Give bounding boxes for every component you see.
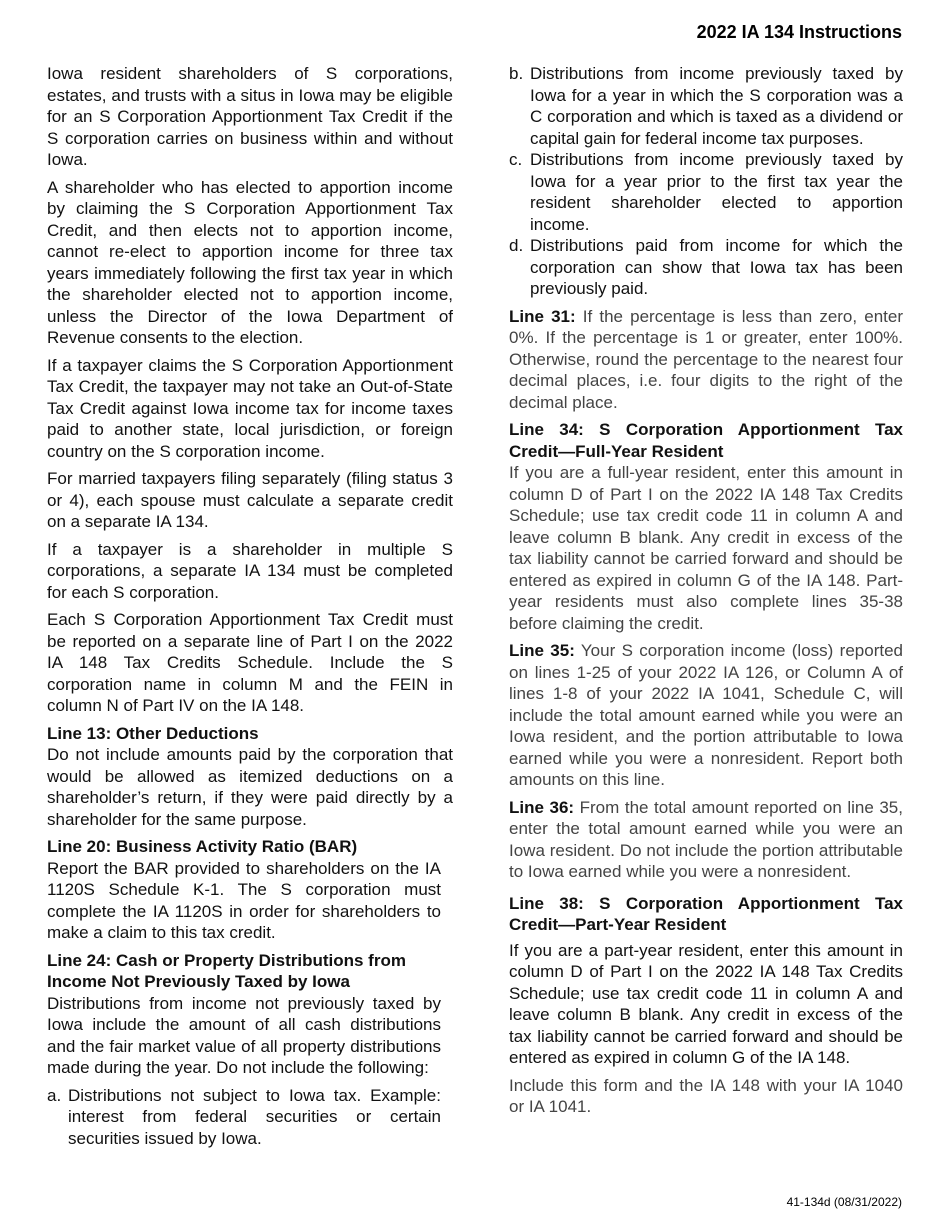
list-item-label: c. bbox=[509, 150, 523, 169]
closing-paragraph: Include this form and the IA 148 with your IA 1040 or IA 1041. bbox=[509, 1075, 903, 1116]
line13-text: Do not include amounts paid by the corporation that would be allowed as itemized deductions on a shareholder’s return, if they were paid directly by a shareholder for the same purpose. bbox=[47, 745, 453, 829]
line31-paragraph bbox=[509, 306, 903, 414]
line34-text: If you are a full-year resident, enter this amount in column D of Part I on the 2022 IA 148 Tax Credits Schedule; use tax credit code 11 in column A and leave column B blank. Any credit in excess of the tax liability cannot be carried forward and should be entered as expired in column G of the IA 148. Part-year residents must also complete lines 35-38 before claiming the credit. bbox=[509, 463, 903, 633]
list-item bbox=[47, 1085, 441, 1150]
line20-text: Report the BAR provided to shareholders on the IA 1120S Schedule K-1. The S corporation must complete the IA 1120S in order for shareholders to make a claim to this tax credit. bbox=[47, 858, 441, 942]
line34-heading: Line 34: S Corporation Apportionment Tax Credit—Full-Year Resident bbox=[509, 420, 903, 461]
line24-text: Distributions from income not previously taxed by Iowa include the amount of all cash distributions and the fair market value of all property distributions made during the year. Do not include the following: bbox=[47, 993, 441, 1077]
line31-label: Line 31: bbox=[509, 306, 576, 326]
left-column bbox=[47, 63, 453, 1155]
line35-paragraph bbox=[509, 640, 903, 791]
multiple-corporations-paragraph: If a taxpayer is a shareholder in multiple S corporations, a separate IA 134 must be completed for each S corporation. bbox=[47, 539, 453, 602]
list-item bbox=[509, 63, 903, 149]
married-filing-paragraph: For married taxpayers filing separately (filing status 3 or 4), each spouse must calculate a separate credit on a separate IA 134. bbox=[47, 469, 453, 531]
line24-section bbox=[47, 950, 441, 1079]
exclusions-list bbox=[47, 1085, 441, 1150]
re-elect-paragraph: A shareholder who has elected to apportion income by claiming the S Corporation Apportionment Tax Credit, and then elects not to apportion income, cannot re-elect to apportion income for three tax years immediately following the first tax year in which the shareholder elected not to apportion income, unless the Director of the Iowa Department of Revenue consents to the election. bbox=[47, 177, 453, 347]
right-column bbox=[509, 63, 903, 1124]
form-code: 41-134d (08/31/2022) bbox=[786, 1195, 902, 1209]
list-item-text: Distributions from income previously taxed by Iowa for a year in which the S corporation was a C corporation and which is taxed as a dividend or capital gain for federal income tax purposes. bbox=[530, 64, 903, 148]
line38-heading: Line 38: S Corporation Apportionment Tax Credit—Part-Year Resident bbox=[509, 893, 903, 934]
list-item-label: d. bbox=[509, 236, 524, 255]
list-item-text: Distributions not subject to Iowa tax. Example: interest from federal securities or certain securities issued by Iowa. bbox=[68, 1085, 441, 1148]
line20-section bbox=[47, 836, 441, 944]
line35-label: Line 35: bbox=[509, 641, 575, 660]
line36-paragraph bbox=[509, 797, 903, 883]
list-item-text: Distributions from income previously taxed by Iowa for a year prior to the first tax year the resident shareholder elected to apportion income. bbox=[530, 150, 903, 234]
line38-text: If you are a part-year resident, enter this amount in column D of Part I on the 2022 IA 148 Tax Credits Schedule; use tax credit code 11 in column A and leave column B blank. Any credit in excess of the tax liability cannot be carried forward and should be entered as expired in column G of the IA 148. bbox=[509, 940, 903, 1067]
list-item-label: a. bbox=[47, 1085, 62, 1105]
line34-section bbox=[509, 419, 903, 634]
page-title: 2022 IA 134 Instructions bbox=[696, 22, 902, 42]
exclusions-list-continued bbox=[509, 63, 903, 300]
line31-text: If the percentage is less than zero, enter 0%. If the percentage is 1 or greater, enter 100%. Otherwise, round the percentage to the nearest four decimal places, i.e. four digits to the right of the decimal place. bbox=[509, 306, 903, 412]
reporting-paragraph: Each S Corporation Apportionment Tax Credit must be reported on a separate line of Part I on the 2022 IA 148 Tax Credits Schedule. Include the S corporation name in column M and the FEIN in column N of Part IV on the IA 148. bbox=[47, 610, 453, 715]
line36-text: From the total amount reported on line 35, enter the total amount earned while you were an Iowa resident. Do not include the portion attributable to Iowa earned while you were a nonresident. bbox=[509, 797, 903, 881]
list-item bbox=[509, 235, 903, 300]
line24-heading: Line 24: Cash or Property Distributions from Income Not Previously Taxed by Iowa bbox=[47, 950, 406, 991]
list-item-label: b. bbox=[509, 64, 524, 83]
out-of-state-paragraph: If a taxpayer claims the S Corporation Apportionment Tax Credit, the taxpayer may not take an Out-of-State Tax Credit against Iowa income tax for income taxes paid to another state, local jurisdiction, or foreign country on the S corporation income. bbox=[47, 355, 453, 461]
list-item bbox=[509, 149, 903, 235]
line13-heading: Line 13: Other Deductions bbox=[47, 723, 259, 743]
line38-section bbox=[509, 893, 903, 1069]
line13-section bbox=[47, 723, 453, 831]
list-item-text: Distributions paid from income for which the corporation can show that Iowa tax has been previously paid. bbox=[530, 236, 903, 298]
line36-label: Line 36: bbox=[509, 797, 575, 817]
intro-paragraph: Iowa resident shareholders of S corporations, estates, and trusts with a situs in Iowa may be eligible for an S Corporation Apportionment Tax Credit if the S corporation carries on business within and without Iowa. bbox=[47, 64, 453, 169]
line20-heading: Line 20: Business Activity Ratio (BAR) bbox=[47, 837, 358, 856]
line35-text: Your S corporation income (loss) reported on lines 1-25 of your 2022 IA 126, or Column A of lines 1-8 of your 2022 IA 1041, Schedule C, will include the total amount earned while you were an Iowa resident, and the portion attributable to Iowa earned while you were a nonresident. Report both amounts on this line. bbox=[509, 641, 903, 789]
